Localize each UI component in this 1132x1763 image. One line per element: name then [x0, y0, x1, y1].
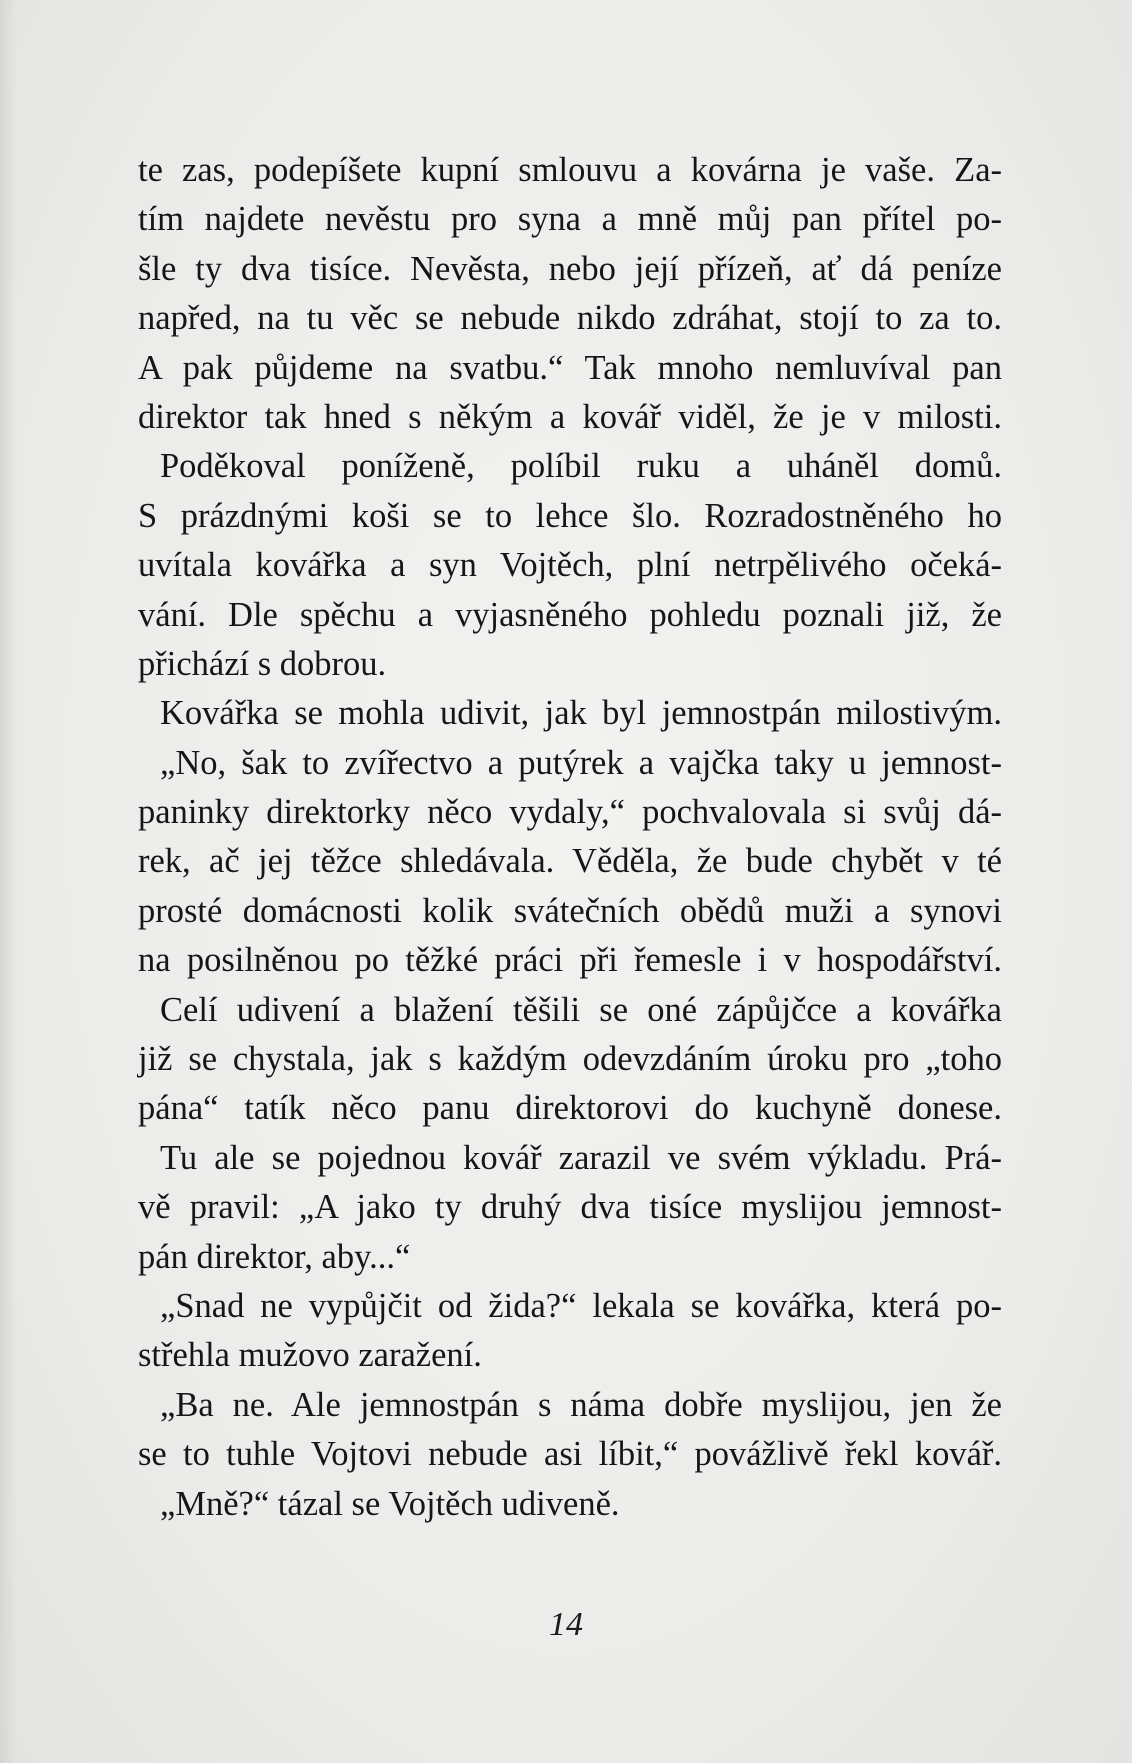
page-number: 14 [549, 1606, 583, 1643]
text-line: „Ba ne. Ale jemnostpán s náma dobře myslijou, jen že [160, 1385, 1002, 1424]
text-line: direktor tak hned s někým a kovář viděl, že je v milosti. [138, 397, 1002, 436]
text-line: se to tuhle Vojtovi nebude asi líbit,“ povážlivě řekl kovář. [138, 1435, 1002, 1474]
body-text [138, 146, 1002, 1529]
text-line: pána“ tatík něco panu direktorovi do kuchyně donese. [138, 1089, 1002, 1128]
text-line: vání. Dle spěchu a vyjasněného pohledu poznali již, že [138, 595, 1002, 634]
text-line: pán direktor, aby...“ [138, 1237, 411, 1276]
text-line: rek, ač jej těžce shledávala. Věděla, že bude chybět v té [138, 842, 1002, 881]
text-line: šle ty dva tisíce. Nevěsta, nebo její přízeň, ať dá peníze [138, 249, 1002, 288]
text-line: prosté domácnosti kolik svátečních obědů muži a synovi [138, 891, 1002, 930]
text-line: S prázdnými koši se to lehce šlo. Rozradostněného ho [138, 496, 1002, 535]
text-line: Poděkoval poníženě, políbil ruku a uháněl domů. [160, 447, 1002, 486]
text-line: střehla mužovo zaražení. [138, 1336, 482, 1375]
text-line: Tu ale se pojednou kovář zarazil ve svém výkladu. Prá- [160, 1138, 1002, 1177]
text-line: „Mně?“ tázal se Vojtěch udiveně. [160, 1484, 620, 1523]
text-line: na posilněnou po těžké práci při řemesle i v hospodářství. [138, 941, 1002, 980]
page-edge-shadow [0, 0, 18, 1763]
text-line: vě pravil: „A jako ty druhý dva tisíce myslijou jemnost- [138, 1188, 1002, 1227]
text-line: Celí udivení a blažení těšili se oné zápůjčce a kovářka [160, 990, 1002, 1029]
text-line: uvítala kovářka a syn Vojtěch, plní netrpělivého očeká- [138, 546, 1002, 585]
text-line: te zas, podepíšete kupní smlouvu a kovárna je vaše. Za- [138, 151, 1002, 189]
text-line: „No, šak to zvířectvo a putýrek a vajčka taky u jemnost- [160, 743, 1002, 782]
text-line: přichází s dobrou. [138, 644, 387, 683]
text-line: již se chystala, jak s každým odevzdáním úroku pro „toho [138, 1040, 1002, 1079]
text-line: Kovářka se mohla udivit, jak byl jemnostpán milostivým. [160, 694, 1002, 733]
text-line: A pak půjdeme na svatbu.“ Tak mnoho nemluvíval pan [138, 348, 1002, 387]
text-line: tím najdete nevěstu pro syna a mně můj pan přítel po- [138, 200, 1002, 239]
text-line: „Snad ne vypůjčit od žida?“ lekala se kovářka, která po- [160, 1286, 1002, 1325]
text-line: napřed, na tu věc se nebude nikdo zdráhat, stojí to za to. [138, 299, 1002, 338]
text-line: paninky direktorky něco vydaly,“ pochvalovala si svůj dá- [138, 793, 1002, 832]
